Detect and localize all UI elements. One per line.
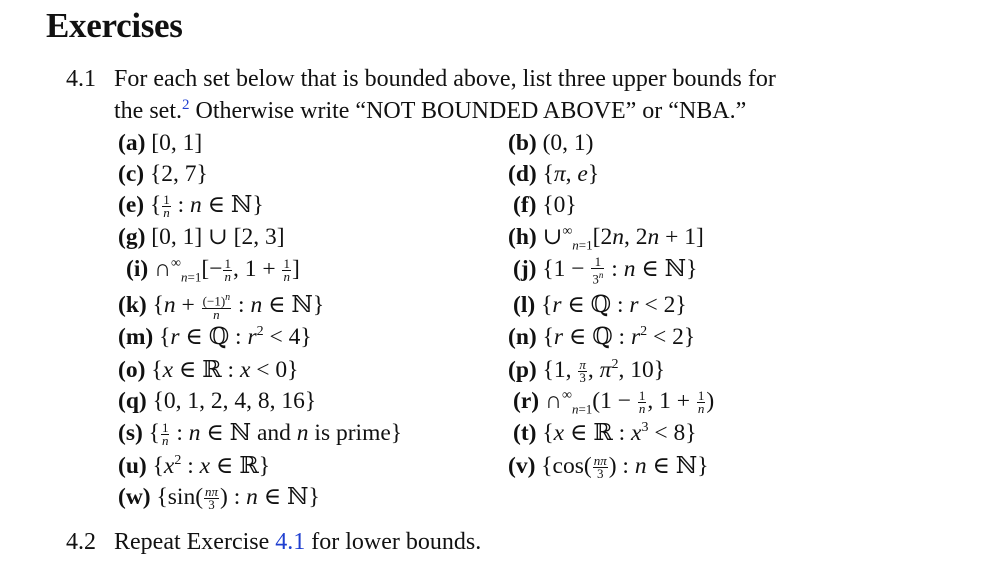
exercise-text-fragment: Otherwise write “NOT BOUNDED ABOVE” or “NBA.” [189,98,747,124]
item-label: (u) [118,453,147,479]
item-label: (v) [508,453,536,479]
exercise-text-fragment: the set. [114,98,182,124]
item-label: (e) [118,192,145,218]
exercise-number: 4.1 [66,66,96,92]
list-item-r [513,386,714,416]
item-math: $\cup^\infty_{n=1}[2n$, 2n + 1] [542,224,704,253]
item-label: (i) [126,256,149,282]
item-math: {r ∈ ℚ : $r^2 < 4$} [159,324,312,350]
list-item-i [126,254,300,284]
list-item-d [508,159,599,189]
item-math: {x ∈ ℝ : $x^3 < 8$} [542,420,697,446]
item-math: [0, 1] [151,130,203,156]
item-label: (o) [118,357,146,383]
item-math: {x ∈ ℝ : x < 0} [151,357,299,383]
item-label: (f) [513,192,537,218]
list-item-u [118,451,270,481]
item-math: $\cap^\infty_{n=1}(1$ − $\frac{1}{n}$ , 1 + $\frac{1}{n}$ ) [544,388,715,417]
list-item-n [508,322,695,352]
item-label: (a) [118,130,146,156]
list-item-k [118,290,324,321]
item-label: (q) [118,388,147,414]
list-item-q [118,386,316,416]
list-item-w [118,482,320,512]
item-math: (0, 1) [542,130,594,156]
list-item-g [118,222,285,252]
item-label: (n) [508,324,537,350]
section-heading: Exercises [46,6,183,45]
item-label: (b) [508,130,537,156]
footnote-link[interactable]: 2 [181,97,190,113]
list-item-m [118,322,312,352]
list-item-b [508,128,594,158]
list-item-l [513,290,687,320]
item-label: (h) [508,224,537,250]
exercise-text-fragment: for lower bounds. [305,529,482,555]
list-item-s [118,418,402,448]
item-math: {$x^2$ : x ∈ ℝ} [152,453,271,479]
item-math: {cos( $\frac{n\pi}{3}$ ) : n ∈ ℕ} [541,453,709,482]
list-item-e [118,190,264,220]
item-label: (g) [118,224,146,250]
item-math: {r ∈ ℚ : $r^2 < 2$} [542,324,696,350]
exercise-number: 4.2 [66,529,96,555]
list-item-p [508,355,665,385]
item-math: {n + $\frac{(-1)^n}{n}$ : n ∈ ℕ} [152,292,325,322]
item-math: {2, 7} [149,161,208,187]
exercise-text-line1: For each set below that is bounded above, list three upper bounds for [114,66,776,92]
item-label: (r) [513,388,540,414]
item-label: (t) [513,420,537,446]
item-label: (m) [118,324,154,350]
item-math: {sin( $\frac{n\pi}{3}$ ) : n ∈ ℕ} [156,484,320,513]
item-math: {r ∈ ℚ : r < 2} [541,292,687,318]
item-math: {π, e} [542,161,600,187]
item-math: [0, 1] ∪ [2, 3] [151,224,285,250]
list-item-a [118,128,202,158]
exercise-reference-link[interactable]: 4.1 [275,529,306,555]
list-item-c [118,159,208,189]
item-label: (c) [118,161,145,187]
item-math: $\cap^\infty_{n=1}[-$ $\frac{1}{n}$ , 1 + $\frac{1}{n}$ ] [154,256,300,285]
item-label: (d) [508,161,537,187]
item-label: (s) [118,420,143,446]
list-item-j [513,254,697,285]
list-item-h [508,222,704,252]
item-label: (l) [513,292,536,318]
list-item-t [513,418,697,448]
item-math: {1 − $\frac{1}{3^n}$ : n ∈ ℕ} [542,253,698,287]
item-math: { $\frac{1}{n}$ : n ∈ ℕ} [149,192,264,221]
item-label: (k) [118,292,147,318]
exercise-text-fragment: Repeat Exercise [114,529,276,555]
item-label: (p) [508,357,537,383]
item-label: (j) [513,256,537,282]
exercise-text-line2 [114,98,746,125]
item-math: { $\frac{1}{n}$ : n ∈ ℕ and n is prime} [148,420,403,449]
item-label: (w) [118,484,151,510]
item-math: {0} [542,192,577,218]
list-item-v [508,451,709,481]
list-item-f [513,190,577,220]
item-math: {0, 1, 2, 4, 8, 16} [152,388,317,414]
exercise-text [114,529,481,556]
list-item-o [118,355,298,385]
item-math: {1, $\frac{\pi}{3}$ , $\pi^2$, 10} [542,357,665,386]
